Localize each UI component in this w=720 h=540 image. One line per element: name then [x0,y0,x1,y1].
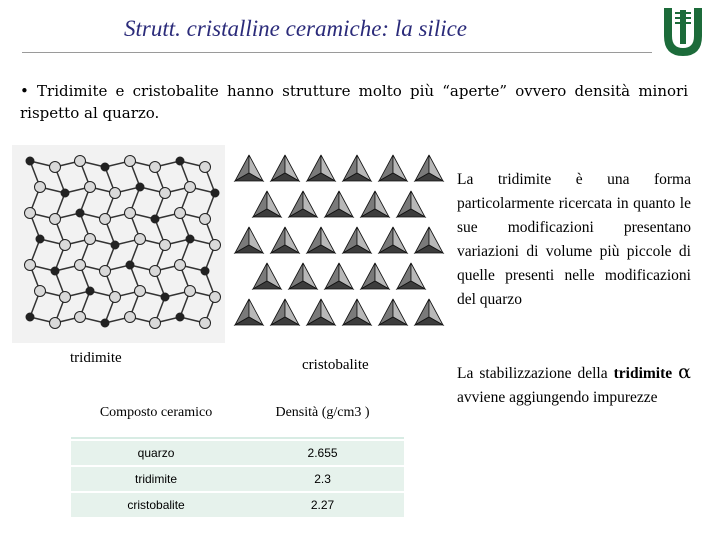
intro-bullet: • Tridimite e cristobalite hanno strutture molto più “aperte” ovvero densità minori rispetto al quarzo. [20,82,688,122]
stabilization-text-start: La stabilizzazione della [457,365,608,382]
cristobalite-structure-image [229,147,446,333]
tridimite-description: La tridimite è una forma particolarmente ricercata in quanto le sue modificazioni presentano variazioni di volume più piccole di quelle presenti nelle modificazioni del quarzo [457,171,691,308]
table-row [71,467,404,491]
cell-compound: tridimite [71,467,241,491]
caption-tridimite: tridimite [70,350,122,366]
stabilization-text-end: avviene aggiungendo impurezze [457,389,658,406]
cell-density: 2.3 [241,467,404,491]
density-table [71,387,404,519]
cell-density: 2.27 [241,493,404,517]
cell-compound: quarzo [71,441,241,465]
header-density: Densità (g/cm3 ) [241,389,404,439]
header-compound: Composto ceramico [71,389,241,439]
slide-title: Strutt. cristalline ceramiche: la silice [124,16,468,41]
caption-cristobalite: cristobalite [302,357,369,373]
stabilization-note [457,360,691,410]
cell-compound: cristobalite [71,493,241,517]
table-header-row [71,389,404,439]
table-row [71,493,404,517]
stabilization-keyword: tridimite [613,365,673,382]
title-divider [22,52,652,53]
tridimite-structure-image [12,145,225,343]
alpha-symbol: α [678,361,692,383]
table-row [71,441,404,465]
cell-density: 2.655 [241,441,404,465]
university-logo [660,6,706,58]
